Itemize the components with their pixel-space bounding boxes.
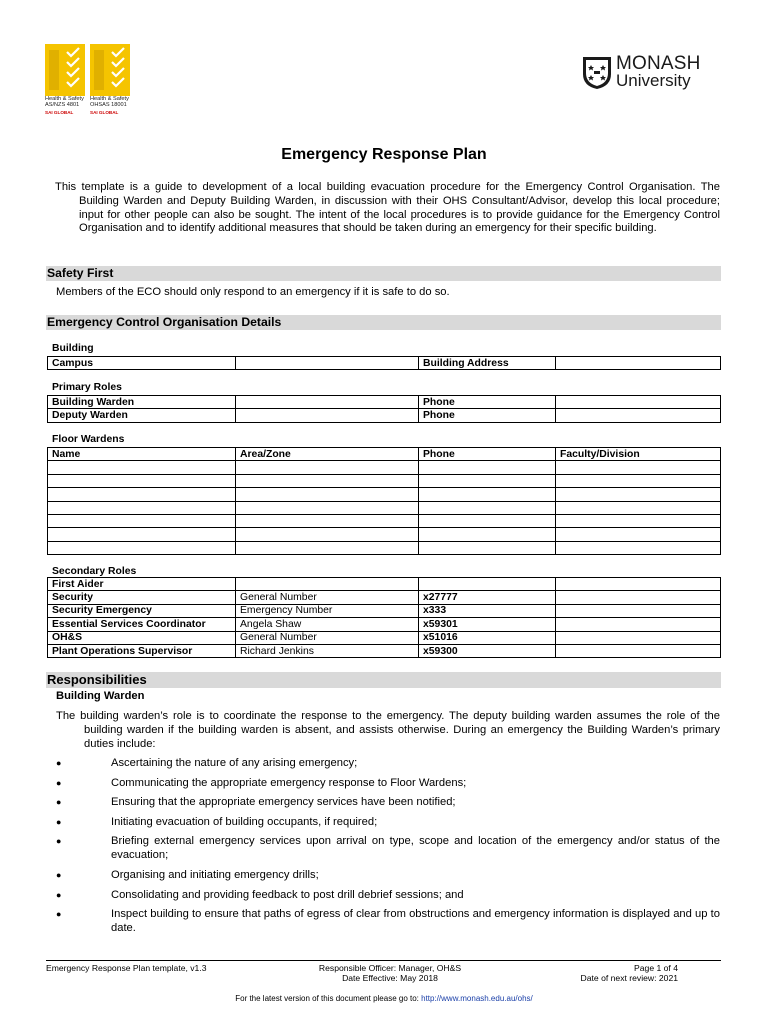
table-cell[interactable] xyxy=(236,488,419,501)
table-cell[interactable] xyxy=(419,541,556,554)
table-row xyxy=(48,488,721,501)
table-cell[interactable] xyxy=(236,461,419,474)
secondary-roles-label: Secondary Roles xyxy=(52,566,137,577)
extension-cell: x59300 xyxy=(419,644,556,657)
table-cell[interactable] xyxy=(556,631,721,644)
monash-university-logo xyxy=(582,54,722,94)
table-row xyxy=(48,461,721,474)
table-cell[interactable] xyxy=(48,514,236,527)
bullet-icon: ● xyxy=(56,869,62,880)
building-label: Building xyxy=(52,343,94,354)
table-cell[interactable] xyxy=(556,514,721,527)
bullet-icon: ● xyxy=(56,758,62,768)
phone-label: Phone xyxy=(419,396,556,409)
phone-label: Phone xyxy=(419,409,556,422)
column-header: Faculty/Division xyxy=(556,448,721,461)
phone-value-cell[interactable] xyxy=(556,396,721,409)
table-row xyxy=(48,514,721,527)
bullet-icon: ● xyxy=(56,836,62,847)
duties-list xyxy=(56,756,720,941)
next-review-date: Date of next review: 2021 xyxy=(580,973,678,983)
certified-system-badge-icon xyxy=(90,44,130,96)
monash-crest-icon xyxy=(582,56,612,90)
secondary-roles-table xyxy=(47,577,721,658)
intro-paragraph: This template is a guide to development of a local building evacuation procedure for the Emergency Control Organisation. The Building Warden and Deputy Building Warden, in discussion with their OHS Consultant/Advisor, develop this local procedure; input for other people can also be sought. The intent of the local procedures is to provide guidance for the Emergency Control Organisation and to identify additional measures that should be taken during an emergency for their specific building. xyxy=(55,181,720,235)
role-cell: Plant Operations Supervisor xyxy=(48,644,236,657)
table-cell[interactable] xyxy=(236,528,419,541)
table-row xyxy=(48,644,721,657)
table-cell[interactable] xyxy=(48,501,236,514)
table-cell[interactable] xyxy=(48,474,236,487)
table-cell[interactable] xyxy=(419,474,556,487)
certified-system-badge-icon xyxy=(45,44,85,96)
latest-version-text: For the latest version of this document please go to: xyxy=(235,994,422,1003)
table-cell[interactable] xyxy=(556,591,721,604)
list-item: ● Consolidating and providing feedback to post drill debrief sessions; and xyxy=(56,888,464,901)
table-row xyxy=(48,631,721,644)
table-cell[interactable] xyxy=(556,644,721,657)
contact-cell: Angela Shaw xyxy=(236,618,419,631)
safety-first-text: Members of the ECO should only respond to an emergency if it is safe to do so. xyxy=(56,286,450,298)
contact-cell: Emergency Number xyxy=(236,604,419,617)
building-warden-subheading: Building Warden xyxy=(56,690,145,702)
table-row xyxy=(48,541,721,554)
primary-roles-label: Primary Roles xyxy=(52,382,122,393)
table-cell[interactable] xyxy=(556,474,721,487)
bullet-icon: ● xyxy=(56,797,62,808)
responsible-officer: Responsible Officer: Manager, OH&S xyxy=(318,963,462,973)
table-cell[interactable] xyxy=(419,501,556,514)
extension-cell: x27777 xyxy=(419,591,556,604)
footer-officer-info xyxy=(300,963,480,983)
footer-divider xyxy=(46,960,721,961)
bullet-icon: ● xyxy=(56,816,62,827)
bullet-icon: ● xyxy=(56,889,62,900)
table-cell[interactable] xyxy=(556,528,721,541)
safety-first-heading: Safety First xyxy=(46,266,721,281)
monash-wordmark: MONASH xyxy=(616,53,701,74)
table-row xyxy=(48,578,721,591)
table-row xyxy=(48,604,721,617)
university-wordmark: University xyxy=(616,71,691,90)
table-cell[interactable] xyxy=(48,461,236,474)
table-cell[interactable] xyxy=(236,501,419,514)
table-cell[interactable] xyxy=(419,461,556,474)
document-title: Emergency Response Plan xyxy=(281,146,487,163)
eco-details-heading: Emergency Control Organisation Details xyxy=(46,315,721,330)
column-header: Name xyxy=(48,448,236,461)
extension-cell: x333 xyxy=(419,604,556,617)
table-cell[interactable] xyxy=(556,618,721,631)
campus-value-cell[interactable] xyxy=(236,357,419,370)
name-value-cell[interactable] xyxy=(236,409,419,422)
building-address-value-cell[interactable] xyxy=(556,357,721,370)
table-cell[interactable] xyxy=(419,488,556,501)
table-header-row xyxy=(48,448,721,461)
table-cell[interactable] xyxy=(236,514,419,527)
table-cell[interactable] xyxy=(556,541,721,554)
table-cell[interactable] xyxy=(556,501,721,514)
bullet-icon: ● xyxy=(56,909,62,920)
list-item: ● Ascertaining the nature of any arising emergency; xyxy=(56,757,358,769)
badge-caption: Health & Safety AS/NZS 4801 SAI GLOBAL xyxy=(45,96,84,115)
contact-cell: Richard Jenkins xyxy=(236,644,419,657)
primary-roles-table xyxy=(47,395,721,423)
footer-latest-version xyxy=(0,994,768,1003)
table-cell[interactable] xyxy=(556,578,721,591)
table-cell[interactable] xyxy=(236,474,419,487)
table-cell[interactable] xyxy=(556,461,721,474)
contact-cell[interactable] xyxy=(236,578,419,591)
table-row xyxy=(48,357,721,370)
building-address-label: Building Address xyxy=(419,357,556,370)
table-cell[interactable] xyxy=(556,488,721,501)
table-cell[interactable] xyxy=(236,541,419,554)
column-header: Phone xyxy=(419,448,556,461)
table-row xyxy=(48,501,721,514)
table-cell[interactable] xyxy=(48,488,236,501)
table-row xyxy=(48,474,721,487)
contact-cell: General Number xyxy=(236,591,419,604)
list-item: ● Communicating the appropriate emergency response to Floor Wardens; xyxy=(56,776,467,789)
floor-wardens-table xyxy=(47,447,721,555)
table-cell[interactable] xyxy=(419,514,556,527)
table-row xyxy=(48,409,721,422)
list-item: ● Inspect building to ensure that paths of egress of clear from obstructions and emergency information is displayed and up to date. xyxy=(56,908,720,935)
table-row xyxy=(48,528,721,541)
role-cell: Security Emergency xyxy=(48,604,236,617)
table-cell[interactable] xyxy=(48,541,236,554)
list-item: ● Organising and initiating emergency drills; xyxy=(56,868,319,881)
role-cell: OH&S xyxy=(48,631,236,644)
table-row xyxy=(48,396,721,409)
footer-template-version: Emergency Response Plan template, v1.3 xyxy=(46,963,207,973)
extension-cell: x59301 xyxy=(419,618,556,631)
role-cell: Security xyxy=(48,591,236,604)
certification-logos xyxy=(45,44,140,122)
role-cell: Building Warden xyxy=(48,396,236,409)
table-cell[interactable] xyxy=(419,528,556,541)
badge-caption: Health & Safety OHSAS 18001 SAI GLOBAL xyxy=(90,96,129,115)
list-item: ● Initiating evacuation of building occupants, if required; xyxy=(56,815,378,828)
building-warden-paragraph: The building warden’s role is to coordinate the response to the emergency. The deputy building warden assumes the role of the building warden if the building warden is absent, and assists otherwise. During an emergency the Building Warden’s primary duties include: xyxy=(56,710,720,750)
date-effective: Date Effective: May 2018 xyxy=(342,973,438,983)
floor-wardens-label: Floor Wardens xyxy=(52,434,125,445)
building-table xyxy=(47,356,721,370)
extension-cell[interactable] xyxy=(419,578,556,591)
list-item: ● Ensuring that the appropriate emergency services have been notified; xyxy=(56,796,456,809)
list-item: ● Briefing external emergency services upon arrival on type, scope and location of the emergency and/or status of the evacuation; xyxy=(56,835,720,862)
table-cell[interactable] xyxy=(556,604,721,617)
footer-page-info xyxy=(520,963,678,983)
table-cell[interactable] xyxy=(48,528,236,541)
role-cell: First Aider xyxy=(48,578,236,591)
extension-cell: x51016 xyxy=(419,631,556,644)
responsibilities-heading: Responsibilities xyxy=(46,672,721,688)
name-value-cell[interactable] xyxy=(236,396,419,409)
table-row xyxy=(48,618,721,631)
campus-label: Campus xyxy=(48,357,236,370)
phone-value-cell[interactable] xyxy=(556,409,721,422)
ohs-website-link[interactable]: http://www.monash.edu.au/ohs/ xyxy=(421,994,533,1003)
contact-cell: General Number xyxy=(236,631,419,644)
bullet-icon: ● xyxy=(56,777,62,788)
role-cell: Deputy Warden xyxy=(48,409,236,422)
table-row xyxy=(48,591,721,604)
column-header: Area/Zone xyxy=(236,448,419,461)
page-number: Page 1 of 4 xyxy=(634,963,678,973)
role-cell: Essential Services Coordinator xyxy=(48,618,236,631)
